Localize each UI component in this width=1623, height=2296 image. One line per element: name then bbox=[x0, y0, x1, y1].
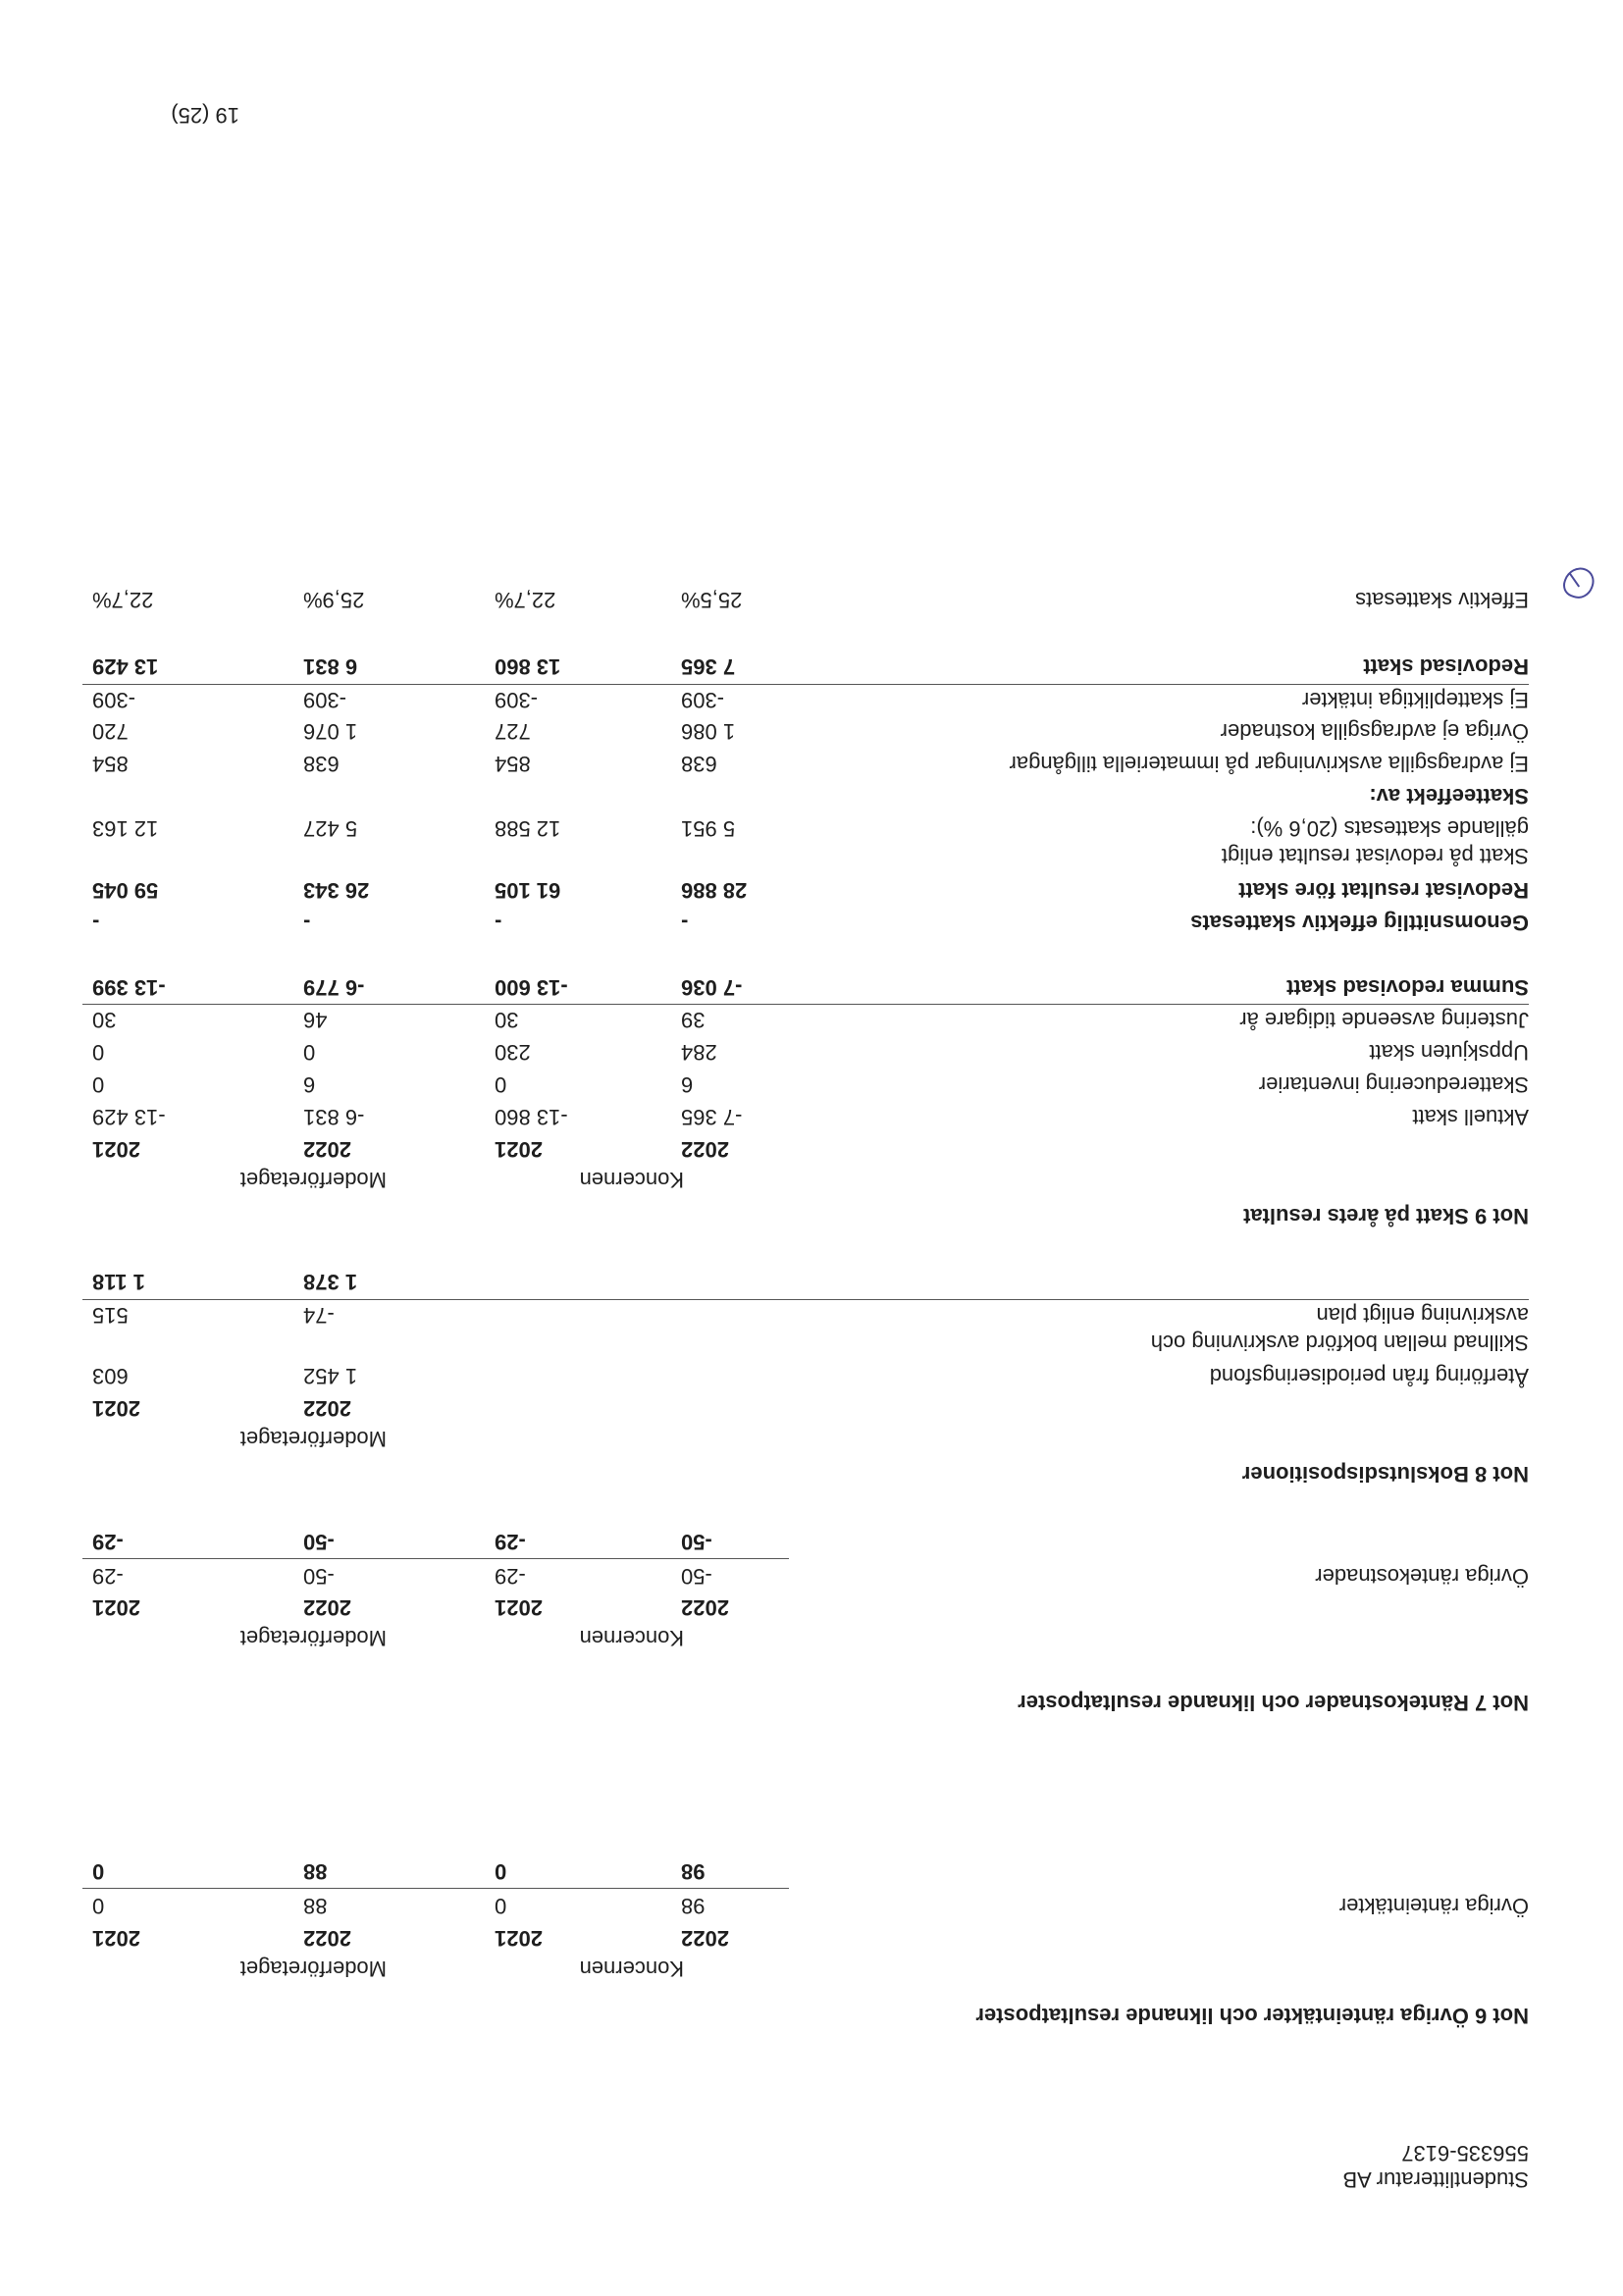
cell-value: - bbox=[681, 911, 689, 935]
cell-value: 1 076 bbox=[303, 719, 358, 744]
sum-value: 6 831 bbox=[303, 654, 358, 679]
divider bbox=[82, 1558, 789, 1559]
cell-value: 5 427 bbox=[303, 816, 358, 841]
sum-value: -6 779 bbox=[303, 975, 365, 1000]
row-label: Skatt på redovisat resultat enligt bbox=[1221, 844, 1529, 868]
sum-value: -29 bbox=[495, 1530, 526, 1554]
sum-value: 7 365 bbox=[681, 654, 736, 679]
row-label: Ej avdragsgilla avskrivningar på immateriella tillgångar bbox=[1009, 752, 1529, 776]
sum-value: -50 bbox=[681, 1530, 712, 1554]
sum-value: -13 600 bbox=[495, 975, 568, 1000]
col-header-year: 2022 bbox=[303, 1595, 351, 1620]
cell-value: -6 831 bbox=[303, 1105, 365, 1129]
effect-label: Skatteeffekt av: bbox=[1369, 784, 1529, 809]
col-header-year: 2021 bbox=[92, 1926, 140, 1951]
sum-value: 98 bbox=[681, 1859, 706, 1884]
row-label: Skattereducering inventarier bbox=[1258, 1072, 1529, 1097]
sum-value: 13 860 bbox=[495, 654, 561, 679]
cell-value: - bbox=[92, 911, 100, 935]
cell-value: 22,7% bbox=[92, 588, 154, 612]
note9-title: Not 9 Skatt på årets resultat bbox=[1243, 1204, 1529, 1228]
cell-value: - bbox=[495, 911, 502, 935]
col-header-year: 2022 bbox=[681, 1595, 729, 1620]
cell-value: -29 bbox=[495, 1564, 526, 1589]
cell-value: 39 bbox=[681, 1008, 706, 1032]
col-header-year: 2022 bbox=[303, 1926, 351, 1951]
sum-value: 0 bbox=[495, 1859, 507, 1884]
cell-value: -309 bbox=[681, 688, 725, 712]
row-label: Övriga ej avdragsgilla kostnader bbox=[1220, 719, 1529, 744]
cell-value: 0 bbox=[495, 1894, 507, 1918]
note8-title: Not 8 Bokslutsdispositioner bbox=[1241, 1462, 1529, 1487]
col-header-moderforetaget: Moderföretaget bbox=[239, 1427, 387, 1451]
company-name: Studentlitteratur AB bbox=[1342, 2167, 1529, 2192]
cell-value: 854 bbox=[495, 752, 531, 776]
col-header-koncernen: Koncernen bbox=[579, 1168, 684, 1192]
pre-tax-label: Redovisat resultat före skatt bbox=[1238, 878, 1529, 903]
col-header-moderforetaget: Moderföretaget bbox=[239, 1168, 387, 1192]
col-header-year: 2021 bbox=[92, 1396, 140, 1421]
sum-value: -29 bbox=[92, 1530, 124, 1554]
cell-value: 1 086 bbox=[681, 719, 736, 744]
cell-value: 25,9% bbox=[303, 588, 365, 612]
col-header-year: 2021 bbox=[495, 1137, 543, 1162]
cell-value: 22,7% bbox=[495, 588, 556, 612]
cell-value: 284 bbox=[681, 1040, 717, 1065]
cell-value: -309 bbox=[303, 688, 347, 712]
note7-title: Not 7 Räntekostnader och liknande resultatposter bbox=[1018, 1691, 1529, 1715]
col-header-year: 2022 bbox=[303, 1137, 351, 1162]
sum-label: Summa redovisad skatt bbox=[1286, 975, 1529, 1000]
sum-value: 0 bbox=[92, 1859, 105, 1884]
cell-value: 25,5% bbox=[681, 588, 743, 612]
row-label: gällande skattesats (20,6 %): bbox=[1250, 816, 1529, 841]
row-label: avskrivning enligt plan bbox=[1316, 1303, 1529, 1328]
cell-value: 5 951 bbox=[681, 816, 736, 841]
reported-label: Redovisad skatt bbox=[1363, 654, 1529, 679]
cell-value: -13 860 bbox=[495, 1105, 568, 1129]
sum-value: 88 bbox=[303, 1859, 328, 1884]
page-number: 19 (25) bbox=[171, 103, 239, 128]
cell-value: 0 bbox=[92, 1894, 105, 1918]
sum-value: -50 bbox=[303, 1530, 335, 1554]
cell-value: 98 bbox=[681, 1894, 706, 1918]
cell-value: 28 886 bbox=[681, 878, 748, 903]
row-label: Justering avseende tidigare år bbox=[1239, 1008, 1529, 1032]
col-header-koncernen: Koncernen bbox=[579, 1626, 684, 1650]
cell-value: -74 bbox=[303, 1303, 335, 1328]
cell-value: -50 bbox=[681, 1564, 712, 1589]
cell-value: 0 bbox=[303, 1040, 316, 1065]
cell-value: 6 bbox=[681, 1072, 694, 1097]
row-label: Skillnad mellan bokförd avskrivning och bbox=[1150, 1331, 1529, 1355]
row-label: Övriga räntekostnader bbox=[1315, 1564, 1529, 1589]
cell-value: 61 105 bbox=[495, 878, 561, 903]
row-label: Aktuell skatt bbox=[1412, 1105, 1529, 1129]
org-number: 556335-6137 bbox=[1401, 2141, 1529, 2166]
cell-value: 720 bbox=[92, 719, 129, 744]
cell-value: 515 bbox=[92, 1303, 129, 1328]
sum-value: 1 118 bbox=[92, 1270, 145, 1294]
cell-value: 59 045 bbox=[92, 878, 159, 903]
note6-title: Not 6 Övriga ränteintäkter och liknande resultatposter bbox=[975, 2004, 1529, 2028]
avg-label: Genomsnittlig effektiv skattesats bbox=[1190, 911, 1529, 935]
cell-value: 46 bbox=[303, 1008, 328, 1032]
cell-value: 638 bbox=[681, 752, 717, 776]
divider bbox=[82, 1004, 1529, 1005]
cell-value: -309 bbox=[92, 688, 136, 712]
cell-value: 230 bbox=[495, 1040, 531, 1065]
sum-value: 1 378 bbox=[303, 1270, 358, 1294]
sum-value: -7 036 bbox=[681, 975, 743, 1000]
handwritten-initials-mark bbox=[1559, 563, 1597, 602]
col-header-moderforetaget: Moderföretaget bbox=[239, 1957, 387, 1981]
row-label: Återföring från periodiseringsfond bbox=[1209, 1364, 1529, 1388]
cell-value: 603 bbox=[92, 1364, 129, 1388]
cell-value: -50 bbox=[303, 1564, 335, 1589]
cell-value: 0 bbox=[92, 1040, 105, 1065]
effective-label: Effektiv skattesats bbox=[1355, 588, 1529, 612]
col-header-year: 2021 bbox=[495, 1926, 543, 1951]
cell-value: -309 bbox=[495, 688, 539, 712]
col-header-year: 2021 bbox=[92, 1595, 140, 1620]
col-header-koncernen: Koncernen bbox=[579, 1957, 684, 1981]
cell-value: 854 bbox=[92, 752, 129, 776]
col-header-year: 2022 bbox=[681, 1926, 729, 1951]
cell-value: 727 bbox=[495, 719, 531, 744]
divider bbox=[82, 1888, 789, 1889]
cell-value: -13 429 bbox=[92, 1105, 166, 1129]
col-header-moderforetaget: Moderföretaget bbox=[239, 1626, 387, 1650]
cell-value: 30 bbox=[495, 1008, 519, 1032]
divider bbox=[82, 1299, 1529, 1300]
cell-value: 12 588 bbox=[495, 816, 561, 841]
sum-value: 13 429 bbox=[92, 654, 159, 679]
cell-value: 1 452 bbox=[303, 1364, 358, 1388]
cell-value: 6 bbox=[303, 1072, 316, 1097]
cell-value: 88 bbox=[303, 1894, 328, 1918]
row-label: Övriga ränteintäkter bbox=[1338, 1894, 1529, 1918]
divider bbox=[82, 684, 1529, 685]
cell-value: 638 bbox=[303, 752, 340, 776]
col-header-year: 2022 bbox=[681, 1137, 729, 1162]
cell-value: -7 365 bbox=[681, 1105, 743, 1129]
cell-value: 30 bbox=[92, 1008, 117, 1032]
cell-value: 0 bbox=[495, 1072, 507, 1097]
col-header-year: 2021 bbox=[495, 1595, 543, 1620]
col-header-year: 2021 bbox=[92, 1137, 140, 1162]
cell-value: 26 343 bbox=[303, 878, 370, 903]
sum-value: -13 399 bbox=[92, 975, 166, 1000]
cell-value: - bbox=[303, 911, 311, 935]
cell-value: 0 bbox=[92, 1072, 105, 1097]
cell-value: 12 163 bbox=[92, 816, 159, 841]
col-header-year: 2022 bbox=[303, 1396, 351, 1421]
row-label: Uppskjuten skatt bbox=[1369, 1040, 1529, 1065]
row-label: Ej skattepliktiga intäkter bbox=[1301, 688, 1529, 712]
cell-value: -29 bbox=[92, 1564, 124, 1589]
